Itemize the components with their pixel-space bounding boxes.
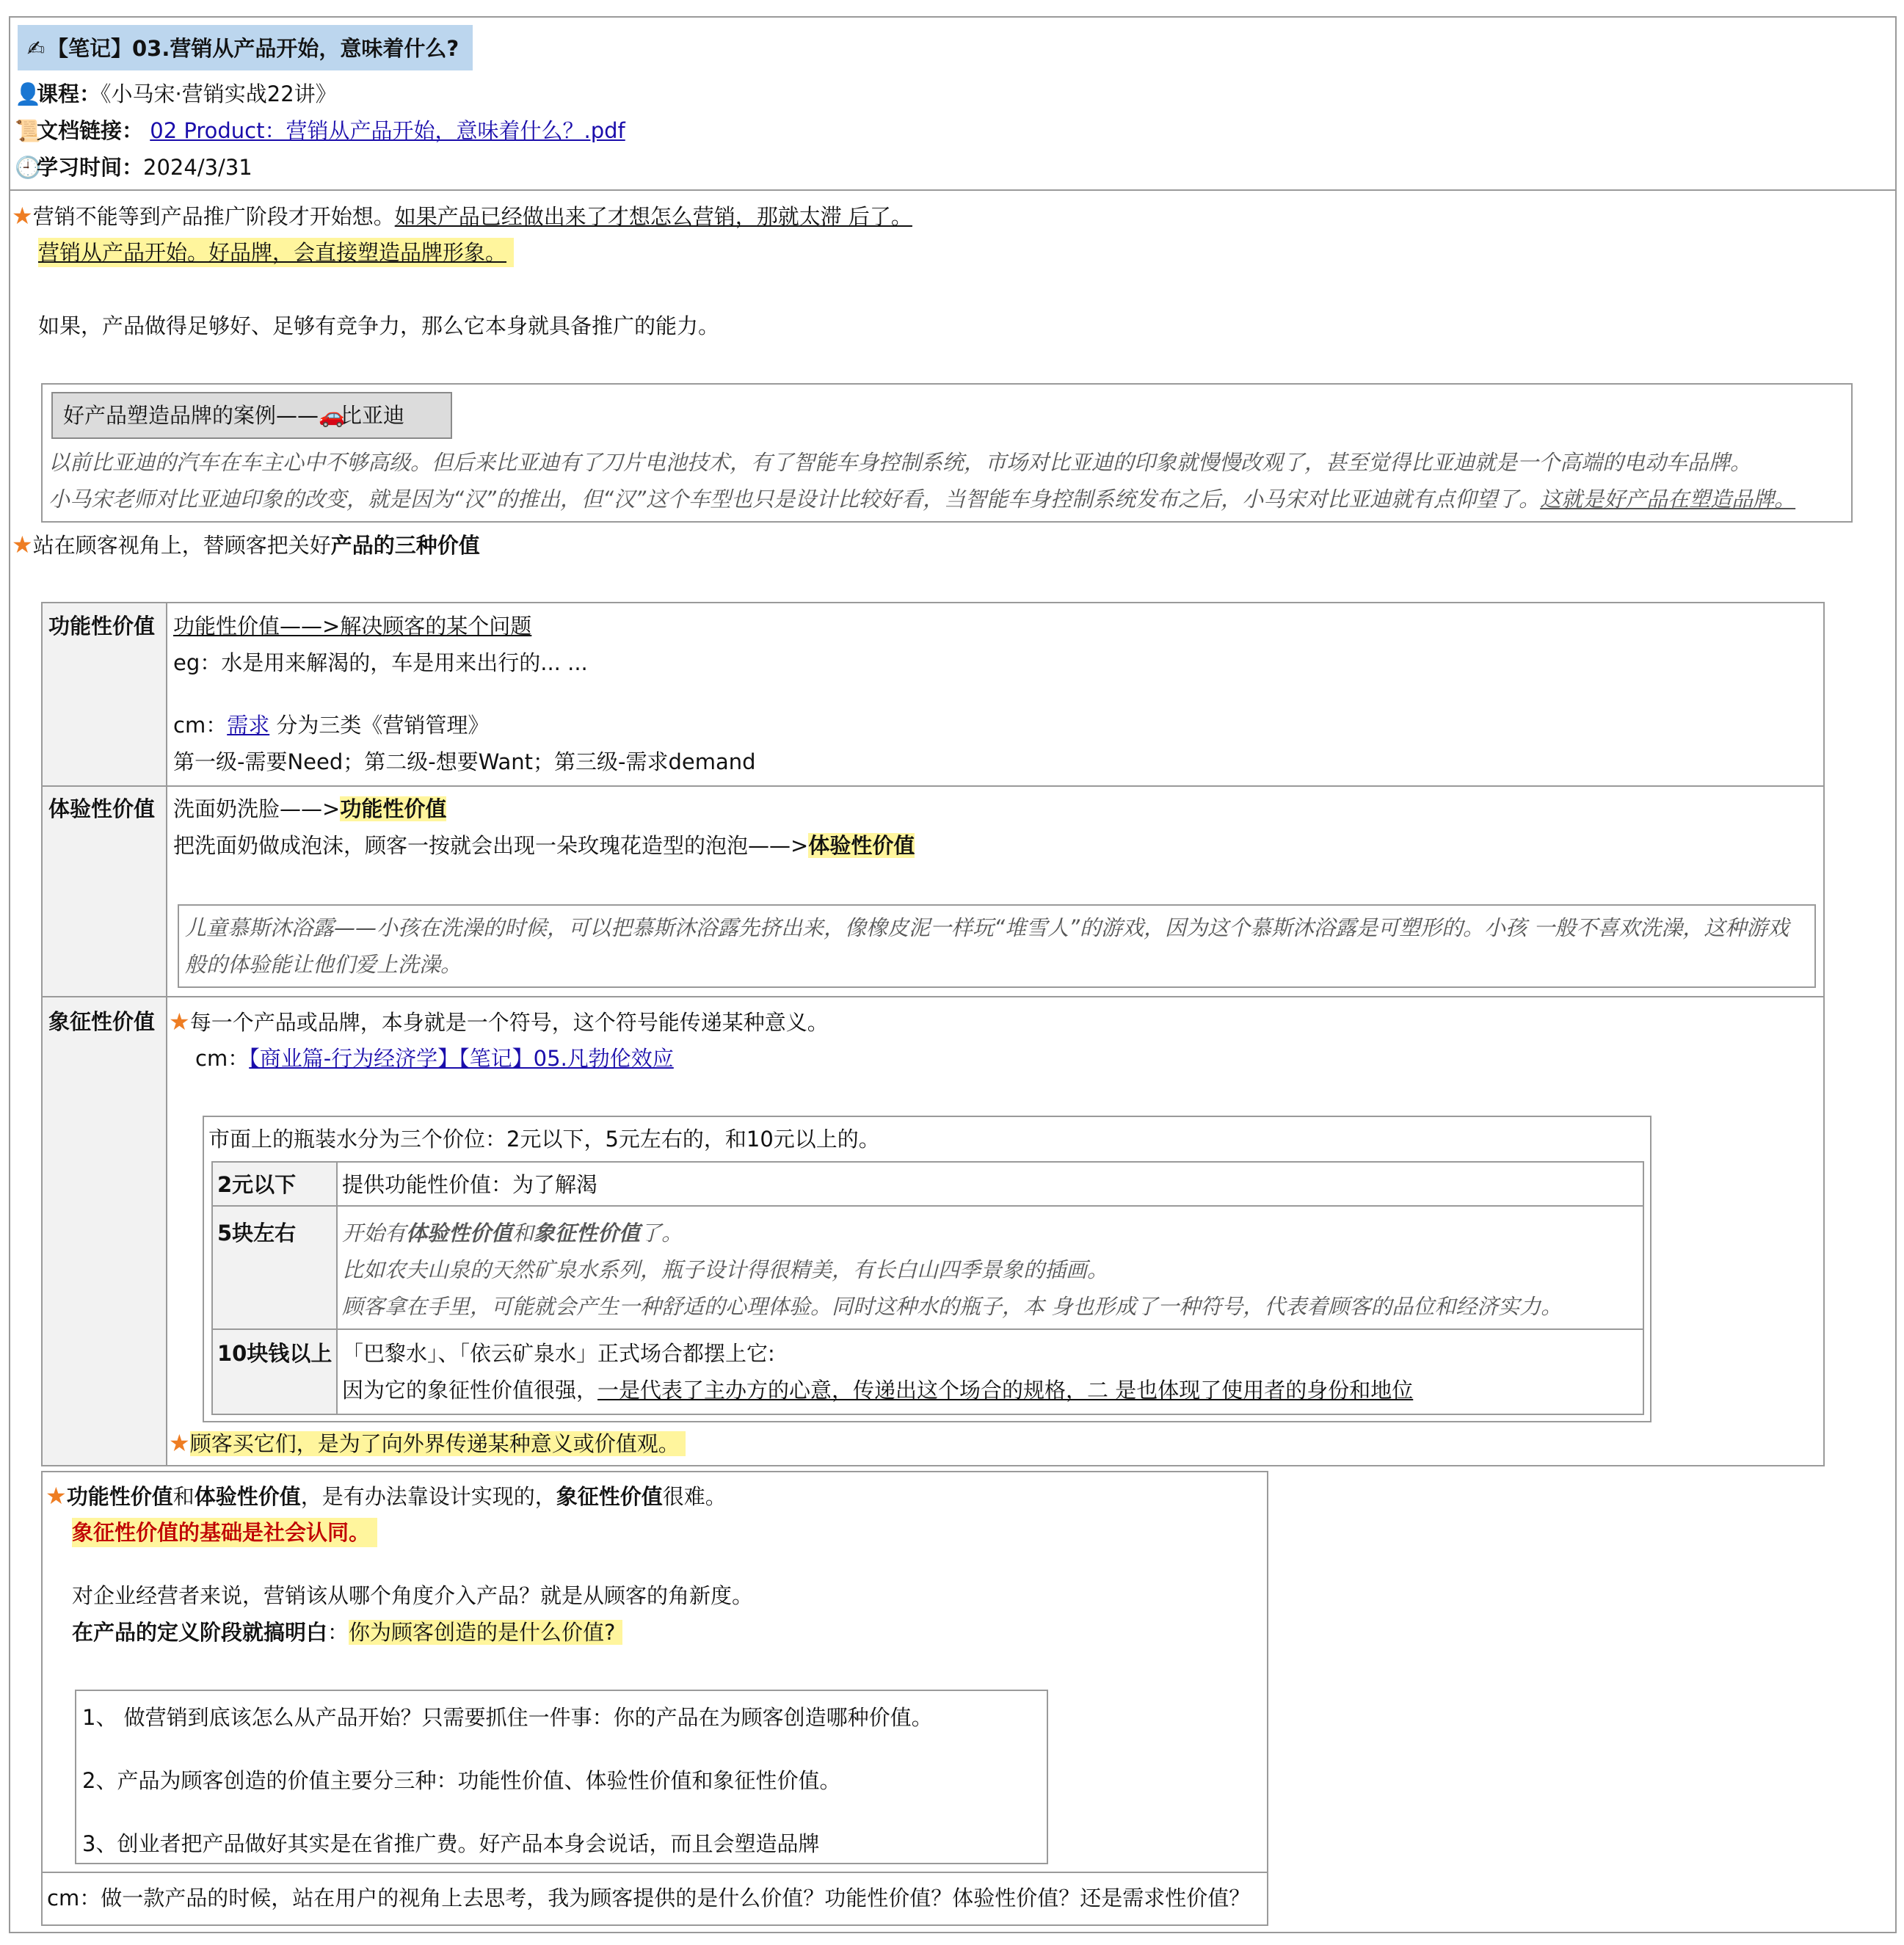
header-divider <box>9 189 1897 191</box>
water-row-text: 顾客拿在手里，可能就会产生一种舒适的心理体验。同时这种水的瓶子，本 身也形成了一种符号，代表着顾客的品位和经济实力。 <box>342 1294 1563 1319</box>
doc-row: 📜文档链接： 02 Product：营销从产品开始，意味着什么？.pdf <box>15 116 625 145</box>
row2-quote-line1: 儿童慕斯沐浴露——小孩在洗澡的时候，可以把慕斯沐浴露先挤出来，像橡皮泥一样玩“堆雪人”的游戏，因为这个慕斯沐浴露是可塑形的。小孩 一般不喜欢洗澡，这种游戏 <box>185 915 1789 940</box>
row1-line2: eg：水是用来解渴的，车是用来出行的... ... <box>173 650 588 675</box>
row-label-experiential: 体验性价值 <box>48 796 156 821</box>
water-row-label: 5块左右 <box>217 1221 297 1246</box>
water-row-label: 10块钱以上 <box>217 1341 333 1366</box>
case-box-title-text: 好产品塑造品牌的案例——🚗比亚迪 <box>63 401 404 430</box>
time-value: 2024/3/31 <box>143 155 252 180</box>
water-table-title: 市面上的瓶装水分为三个价位：2元以下，5元左右的，和10元以上的。 <box>208 1127 880 1152</box>
case-box-p2: 小马宋老师对比亚迪印象的改变，就是因为“汉”的推出，但“汉”这个车型也只是设计比较好看，当智能车身控制系统发布之后，小马宋对比亚迪就有点仰望了。这就是好产品在塑造品牌。 <box>48 487 1796 512</box>
pencil-icon: ✍ <box>26 36 46 61</box>
star-icon: ★ <box>169 1008 190 1036</box>
section3-line3: 对企业经营者来说，营销该从哪个角度介入产品？就是从顾客的角新度。 <box>72 1583 754 1608</box>
water-row-text: 「巴黎水」、「依云矿泉水」正式场合都摆上它: <box>342 1341 775 1366</box>
water-row-text: 提供功能性价值：为了解渴 <box>342 1172 598 1197</box>
water-row-text: 开始有体验性价值和象征性价值了。 <box>342 1221 683 1246</box>
star-icon: ★ <box>46 1482 67 1510</box>
case-box-p1: 以前比亚迪的汽车在车主心中不够高级。但后来比亚迪有了刀片电池技术，有了智能车身控制系统，市场对比亚迪的印象就慢慢改观了，甚至觉得比亚迪就是一个高端的电动车品牌。 <box>48 450 1752 475</box>
intro-line-2: 营销从产品开始。好品牌，会直接塑造品牌形象。 <box>38 238 514 267</box>
row3-line1: ★每一个产品或品牌，本身就是一个符号，这个符号能传递某种意义。 <box>169 1008 829 1036</box>
clock-icon: 🕘 <box>15 155 42 180</box>
row3-bottom: ★顾客买它们，是为了向外界传递某种意义或价值观。 <box>169 1428 686 1458</box>
star-icon: ★ <box>12 531 33 559</box>
row3-line2: cm：【商业篇-行为经济学】【笔记】05.凡勃伦效应 <box>195 1046 674 1071</box>
row-label-symbolic: 象征性价值 <box>48 1009 156 1034</box>
row1-line1: 功能性价值——>解决顾客的某个问题 <box>173 614 532 639</box>
row1-line3: cm：需求 分为三类《营销管理》 <box>173 713 490 738</box>
summary-item: 2、产品为顾客创造的价值主要分三种：功能性价值、体验性价值和象征性价值。 <box>82 1768 841 1793</box>
page-title: ✍【笔记】03.营销从产品开始，意味着什么? <box>25 34 459 63</box>
course-label: 课程 <box>37 81 80 106</box>
row1-line4: 第一级-需要Need；第二级-想要Want；第三级-需求demand <box>173 749 756 774</box>
doc-label: 文档链接 <box>37 118 123 143</box>
demand-link[interactable]: 需求 <box>227 713 270 738</box>
summary-item: 1、 做营销到底该怎么从产品开始？只需要抓住一件事：你的产品在为顾客创造哪种价值。 <box>82 1705 933 1730</box>
course-row: 👤课程：《小马宋·营销实战22讲》 <box>15 79 337 109</box>
person-icon: 👤 <box>15 81 42 106</box>
time-row: 🕘学习时间：2024/3/31 <box>15 153 252 182</box>
section3-line4: 在产品的定义阶段就搞明白：你为顾客创造的是什么价值? <box>72 1618 622 1647</box>
section3-cm: cm：做一款产品的时候，站在用户的视角上去思考，我为顾客提供的是什么价值？功能性价值？体验性价值？还是需求性价值？ <box>47 1886 1251 1911</box>
section2-heading: ★站在顾客视角上，替顾客把关好产品的三种价值 <box>12 531 480 559</box>
summary-item: 3、创业者把产品做好其实是在省推广费。好产品本身会说话，而且会塑造品牌 <box>82 1831 820 1856</box>
row2-line2: 把洗面奶做成泡沫，顾客一按就会出现一朵玫瑰花造型的泡泡——>体验性价值 <box>173 833 915 858</box>
row-label-functional: 功能性价值 <box>48 614 156 639</box>
water-row-text: 比如农夫山泉的天然矿泉水系列，瓶子设计得很精美，有长白山四季景象的插画。 <box>342 1257 1109 1282</box>
star-icon: ★ <box>12 202 33 230</box>
scroll-icon: 📜 <box>15 118 42 143</box>
doc-link[interactable]: 02 Product：营销从产品开始，意味着什么？.pdf <box>150 118 625 143</box>
intro-line-1: ★营销不能等到产品推广阶段才开始想。如果产品已经做出来了才想怎么营销，那就太滞 后了。 <box>12 202 912 230</box>
time-label: 学习时间 <box>37 155 123 180</box>
water-row-label: 2元以下 <box>217 1172 297 1197</box>
row2-quote-line2: 般的体验能让他们爱上洗澡。 <box>185 952 462 977</box>
row2-line1: 洗面奶洗脸——>功能性价值 <box>173 796 447 821</box>
intro-line-3: 如果，产品做得足够好、足够有竞争力，那么它本身就具备推广的能力。 <box>38 313 720 338</box>
car-icon: 🚗 <box>319 403 346 428</box>
course-value: 《小马宋·营销实战22讲》 <box>101 81 337 106</box>
veblen-link[interactable]: 【商业篇-行为经济学】【笔记】05.凡勃伦效应 <box>249 1046 674 1071</box>
section3-line1: ★功能性价值和体验性价值，是有办法靠设计实现的，象征性价值很难。 <box>46 1482 727 1510</box>
star-icon: ★ <box>169 1429 190 1457</box>
section3-line2: 象征性价值的基础是社会认同。 <box>72 1518 377 1547</box>
water-row-text: 因为它的象征性价值很强，一是代表了主办方的心意，传递出这个场合的规格，二 是也体现了使用者的身份和地位 <box>342 1378 1414 1403</box>
